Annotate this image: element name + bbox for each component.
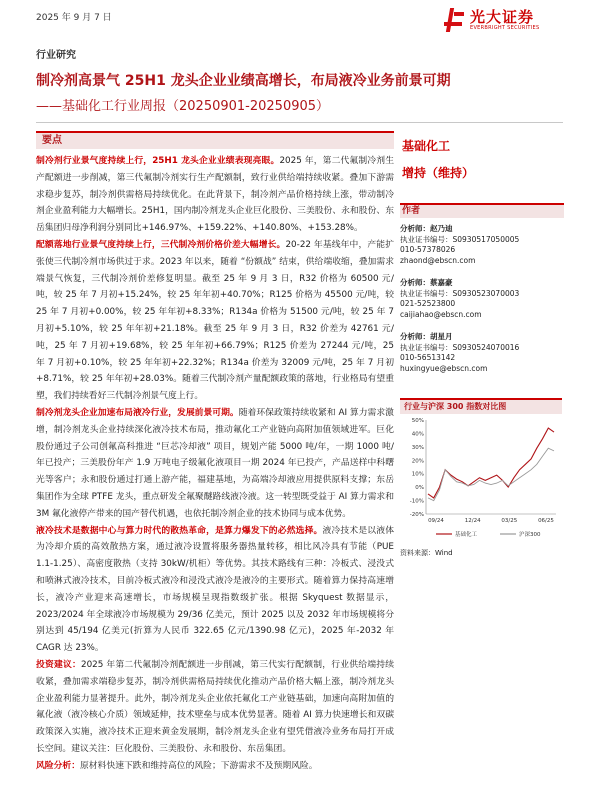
- summary-body: [36, 153, 394, 774]
- comparison-chart: [400, 398, 562, 558]
- y-tick-label: -20%: [409, 512, 424, 518]
- analyst-phone: 021-52523800: [400, 299, 456, 308]
- paragraph-text: 随着环保政策持续收紧和 AI 算力需求激增，制冷剂龙头企业持续深化液冷技术布局，推动氟化工产业链向高附加值领域进军。巨化股份通过子公司创氟高科推进 “巨芯冷却液” 项目，规划产能 5000 吨/年，一期 1000 吨/年已投产；三美股份年产 1.9 万吨电子级氟化液项目一期 2024 年已投产，产品送样中科曙光等客户；永和股份通过打通上游产能，福建基地，为高端冷却液应用提供原料支撑；东岳集团作为全球 PTFE 龙头，重点研发全氟聚醚路线液冷液。这一转型既受益于 AI 算力需求和 3M 氟化液停产带来的国产替代机遇，也依托制冷剂企业的技术协同与成本优势。: [36, 407, 394, 519]
- summary-paragraph: [36, 523, 394, 657]
- x-tick-label: 12/24: [464, 518, 481, 524]
- paragraph-text: 2025 年第二代氟制冷剂配额进一步削减，第三代实行配额制，行业供给端持续收紧，叠加需求端稳步复苏，制冷剂供需格局持续优化推动产品价格大幅上涨，制冷剂龙头企业盈利能力显著提升。此外，制冷剂龙头企业依托氟化工产业链基础，加速向高附加值的氟化液（液冷核心介质）领域延伸，技术壁垒与成本优势显著。随着 AI 算力快速增长和双碳政策深入实施，液冷技术正迎来黄金发展期，制冷剂龙头企业有望凭借液冷业务布局打开成长空间。建议关注：巨化股份、三美股份、永和股份、东岳集团。: [36, 659, 394, 754]
- analyst-email[interactable]: zhaond@ebscn.com: [400, 255, 476, 265]
- analyst-name: 分析师：蔡嘉豪: [400, 278, 453, 287]
- y-tick-label: -10%: [409, 498, 424, 505]
- analyst-email[interactable]: huxingyue@ebscn.com: [400, 363, 488, 373]
- x-tick-label: 09/24: [428, 518, 444, 524]
- paragraph-highlight: 风险分析：: [36, 760, 80, 771]
- x-tick-label: 06/25: [538, 518, 554, 524]
- summary-paragraph: [36, 237, 394, 405]
- analyst-license: 执业证书编号：S0930524070016: [400, 342, 520, 352]
- analyst-name: 分析师：赵乃迪: [400, 224, 453, 233]
- paragraph-text: 2025 年，第二代氟制冷剂生产配额进一步削减，第三代氟制冷剂实行生产配额制，致行业供给端持续收紧。叠加下游需求稳步复苏，制冷剂供需格局持续优化。在此背景下，制冷剂产品价格持续上涨，带动制冷剂企业盈利能力大幅增长。25H1，国内制冷剂龙头企业巨化股份、三美股份、永和股份、东岳集团归母净利润分别同比+146.97%、+159.22%、+140.80%、+153.28%。: [36, 156, 394, 234]
- analyst-phone: 010-56513142: [400, 353, 456, 362]
- analyst-email[interactable]: caijiahao@ebscn.com: [400, 309, 482, 319]
- analyst-phone: 010-57378026: [400, 245, 456, 254]
- summary-paragraph: [36, 405, 394, 523]
- paragraph-text: 20-22 年基线年中，产能扩张使三代制冷剂市场供过于求。2023 年以来，随着 “份额战” 结束，供给端收缩，叠加需求端景气恢复，三代制冷剂价差修复明显。截至 25 年 9 月 3 日，R32 价格为 60500 元/吨，较 25 年 7 月初+15.24%，较 25 年年初+40.70%；R125 价格为 45500 元/吨，较 25 年 7 月初+0.00%，较 25 年年初+8.33%；R134a 价格为 51500 元/吨，较 25 年 7 月初+5.10%，较 25 年年初+21.18%。截至 25 年 9 月 3 日，R32 价差为 42761 元/吨，25 年 7 月初+19.68%，较 25 年年初+66.79%；R125 价差为 27244 元/吨，25 年 7 月初+0.10%，较 25 年年初+22.32%；R134a 价差为 32009 元/吨，25 年 7 月初+8.71%，较 25 年年初+28.03%。随着三代制冷剂产量配额政策的落地，行业格局有望重塑，我们持续看好三代制冷剂景气度上行。: [36, 239, 394, 402]
- y-tick-label: 0%: [415, 485, 424, 492]
- sidebar: [400, 131, 564, 558]
- industry-name: 基础化工: [402, 139, 451, 153]
- analyst-card: [400, 224, 564, 266]
- y-tick-label: 50%: [411, 418, 424, 424]
- summary-paragraph: [36, 758, 394, 775]
- y-tick-label: 10%: [411, 471, 424, 478]
- chart-title: 行业与沪深 300 指数对比图: [400, 400, 562, 414]
- rating-badge: 增持（维持）: [402, 166, 475, 180]
- logo-mark-icon: [442, 8, 466, 32]
- summary-paragraph: [36, 153, 394, 237]
- title-divider: [36, 122, 563, 123]
- summary-column: [36, 131, 394, 774]
- analyst-card: [400, 278, 564, 320]
- report-category: 行业研究: [36, 50, 76, 61]
- y-tick-label: 20%: [411, 458, 424, 465]
- series-line-industry: [428, 428, 554, 498]
- legend-label: 基础化工: [455, 532, 478, 538]
- chart-plot: [400, 414, 562, 542]
- author-heading: 作者: [400, 203, 564, 218]
- summary-heading: 要点: [36, 131, 394, 149]
- legend-label: 沪深300: [519, 532, 541, 538]
- y-tick-label: 30%: [411, 444, 424, 451]
- paragraph-text: 原材料快速下跌和维持高位的风险；下游需求不及预期风险。: [80, 760, 318, 771]
- paragraph-highlight: 制冷剂行业景气度持续上行，25H1 龙头企业业绩表现亮眼。: [36, 156, 280, 166]
- report-date: 2025 年 9 月 7 日: [36, 13, 112, 23]
- x-tick-label: 03/25: [501, 518, 518, 524]
- paragraph-highlight: 配额落地行业景气度持续上行，三代制冷剂价格价差大幅增长。: [36, 239, 286, 250]
- chart-source: 资料来源：Wind: [400, 549, 453, 557]
- analyst-license: 执业证书编号：S0930523070003: [400, 288, 520, 298]
- paragraph-highlight: 投资建议：: [36, 659, 81, 670]
- analyst-card: [400, 332, 564, 374]
- paragraph-text: 液冷技术是以液体为冷却介质的高效散热方案，通过液冷设置将服务器热量转移，相比风冷具有节能（PUE 1.1-1.25）、高密度散热（支持 30kW/机柜）等优势。其技术路线有三种：冷板式、浸没式和喷淋式液冷技术，目前冷板式液冷和浸没式液冷是液冷的主要形式。随着算力保持高速增长，液冷产业迎来高速增长，市场规模呈现指数级扩张。根据 Skyquest 数据显示，2023/2024 年全球液冷市场规模为 29/36 亿美元，预计 2025 以及 2032 年市场规模将分别达到 45/194 亿美元(折算为人民币 322.65 亿元/1390.98 亿元)，2025 年-2032 年 CAGR 达 23%。: [36, 525, 394, 654]
- report-subtitle: ——基础化工行业周报（20250901-20250905）: [36, 99, 330, 114]
- logo-name-cn: 光大证券: [470, 8, 535, 26]
- series-line-index: [428, 448, 554, 500]
- logo-name-en: EVERBRIGHT SECURITIES: [470, 25, 540, 31]
- analyst-name: 分析师：胡星月: [400, 332, 453, 341]
- paragraph-highlight: 制冷剂龙头企业加速布局液冷行业，发展前景可期。: [36, 407, 239, 418]
- summary-paragraph: [36, 657, 394, 758]
- paragraph-highlight: 液冷技术是数据中心与算力时代的散热革命，是算力爆发下的必然选择。: [36, 525, 323, 536]
- y-tick-label: 40%: [411, 431, 424, 438]
- brand-logo: [442, 6, 562, 38]
- analyst-license: 执业证书编号：S0930517050005: [400, 234, 520, 244]
- report-title: 制冷剂高景气 25H1 龙头企业业绩高增长，布局液冷业务前景可期: [36, 73, 451, 89]
